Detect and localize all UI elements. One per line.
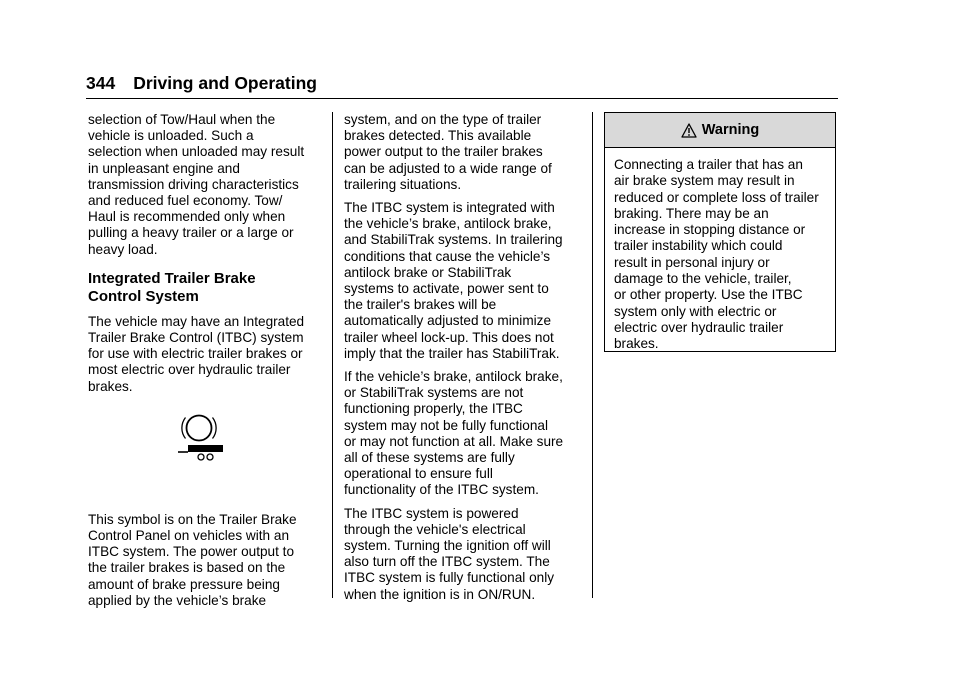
warning-title: Warning <box>701 122 760 138</box>
column-1 <box>88 112 324 616</box>
paragraph: system, and on the type of trailer brakes detected. This available power output to the trailer brakes can be adjusted to a wide range of trailering situations. <box>344 112 552 192</box>
column-divider <box>592 112 593 598</box>
paragraph: The ITBC system is powered through the vehicle's electrical system. Turning the ignition off will also turn off the ITBC system. The ITBC system is fully functional only when the ignition is in ON/RUN. <box>344 505 555 602</box>
paragraph: The ITBC system is integrated with the vehicle’s brake, antilock brake, and StabiliTrak systems. In trailering conditions that cause the vehicle’s antilock brake or StabiliTrak systems to activate, power sent to the trailer's brakes will be automatically adjusted to minimize trailer wheel lock-up. This does not imply that the trailer has StabiliTrak. <box>344 200 563 361</box>
paragraph: If the vehicle’s brake, antilock brake, or StabiliTrak systems are not functioning properly, the ITBC system may not be fully functional or may not function at all. Make sure all of these systems are fully operational to ensure full functionality of the ITBC system. <box>344 369 564 498</box>
trailer-brake-symbol <box>88 402 324 512</box>
trailer-brake-icon <box>175 412 223 472</box>
warning-text: Connecting a trailer that has an air brake system may result in reduced or complete loss of trailer braking. There may be an increase in stopping distance or trailer instability which could result in personal injury or damage to the vehicle, trailer, or other property. Use the ITBC system only with electric or electric over hydraulic trailer brakes. <box>614 157 819 352</box>
warning-box <box>604 112 836 352</box>
page-number: 344 <box>86 73 116 93</box>
warning-header <box>605 113 835 148</box>
paragraph: The vehicle may have an Integrated Trailer Brake Control (ITBC) system for use with electric trailer brakes or most electric over hydraulic trailer brakes. <box>88 313 305 394</box>
paragraph: This symbol is on the Trailer Brake Control Panel on vehicles with an ITBC system. The power output to the trailer brakes is based on the amount of brake pressure being applied by the vehicle’s brake <box>88 511 297 608</box>
page-header <box>86 72 838 99</box>
warning-triangle-icon <box>681 123 697 138</box>
column-2 <box>344 112 582 610</box>
page-title: Driving and Operating <box>133 73 317 93</box>
paragraph: selection of Tow/Haul when the vehicle is unloaded. Such a selection when unloaded may result in unpleasant engine and transmission driving characteristics and reduced fuel economy. Tow/ Haul is recommended only when pulling a heavy trailer or a large or heavy load. <box>88 112 305 257</box>
section-heading: Integrated Trailer Brake Control System <box>88 269 256 305</box>
column-divider <box>332 112 333 598</box>
